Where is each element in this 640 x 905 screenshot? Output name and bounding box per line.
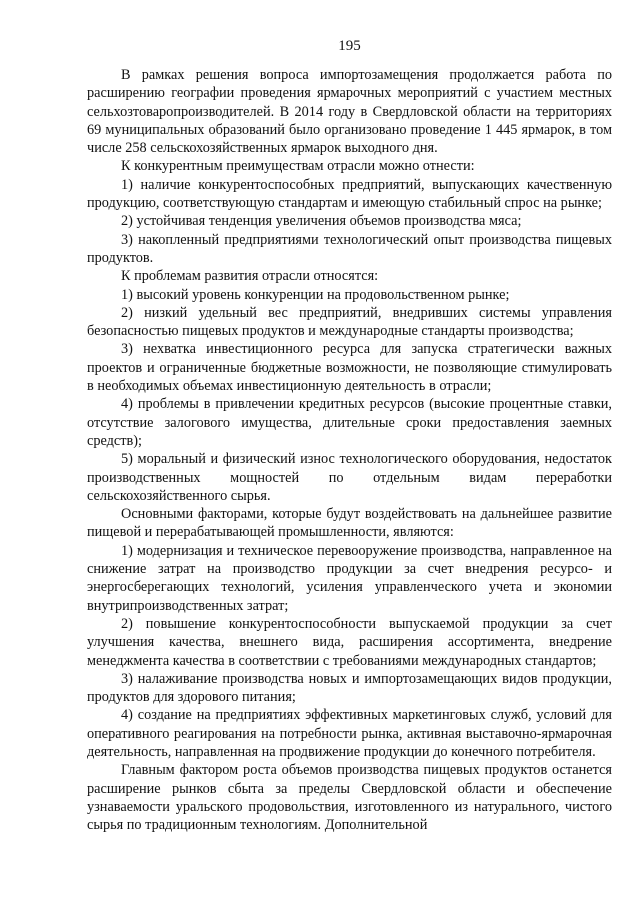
page-number: 195 <box>338 38 361 54</box>
list-item: 3) нехватка инвестиционного ресурса для запуска стратегически важных проектов и ограниченные бюджетные возможности, не позволяющие стимулировать в необходимых объемах инвестиционную деятельность в отрасли; <box>87 341 612 395</box>
paragraph: Основными факторами, которые будут воздействовать на дальнейшее развитие пищевой и перерабатывающей промышленности, являются: <box>87 506 612 541</box>
list-item: 1) модернизация и техническое перевооружение производства, направленное на снижение затрат на производство продукции за счет внедрения ресурсо- и энергосберегающих технологий, усиления управленческого учета и экономии внутрипроизводственных затрат; <box>87 542 612 614</box>
list-item: 3) налаживание производства новых и импортозамещающих видов продукции, продуктов для здорового питания; <box>87 670 612 706</box>
paragraph: К проблемам развития отрасли относятся: <box>121 268 379 285</box>
list-item: 4) создание на предприятиях эффективных маркетинговых служб, условий для оперативного реагирования на потребности рынка, активная выставочно-ярмарочная деятельность, направленная на продвижение продукции до конечного потребителя. <box>87 707 612 760</box>
paragraph: Главным фактором роста объемов производства пищевых продуктов останется расширение рынков сбыта за пределы Свердловской области и обеспечение узнаваемости уральского продовольствия, изготовленного из натурального, чистого сырья по традиционным технологиям. Дополнительной <box>87 762 612 834</box>
list-item: 2) низкий удельный вес предприятий, внедривших системы управления безопасностью пищевых продуктов и международные стандарты производства; <box>87 304 612 340</box>
list-item: 1) наличие конкурентоспособных предприятий, выпускающих качественную продукцию, соответствующую стандартам и имеющую стабильный спрос на рынке; <box>87 176 612 212</box>
list-item: 4) проблемы в привлечении кредитных ресурсов (высокие процентные ставки, отсутствие залогового имущества, длительные сроки предоставления заемных средств); <box>87 396 612 449</box>
list-item: 5) моральный и физический износ технологического оборудования, недостаток производственных мощностей по отдельным видам переработки сельскохозяйственного сырья. <box>87 451 612 504</box>
list-item: 1) высокий уровень конкуренции на продовольственном рынке; <box>121 286 510 303</box>
paragraph: В рамках решения вопроса импортозамещения продолжается работа по расширению географии проведения ярмарочных мероприятий с участием местных сельхозтоваропроизводителей. В 2014 году в Свердловской области на территориях 69 муниципальных образований было организовано проведение 1 445 ярмарок, в том числе 258 сельскохозяйственных ярмарок выходного дня. <box>87 67 612 157</box>
paragraph: К конкурентным преимуществам отрасли можно отнести: <box>121 158 475 175</box>
document-body <box>87 66 612 834</box>
list-item: 2) повышение конкурентоспособности выпускаемой продукции за счет улучшения качества, внешнего вида, расширения ассортимента, внедрение менеджмента качества в соответствии с требованиями международных стандартов; <box>87 615 612 669</box>
list-item: 3) накопленный предприятиями технологический опыт производства пищевых продуктов. <box>87 231 612 266</box>
list-item: 2) устойчивая тенденция увеличения объемов производства мяса; <box>121 213 522 230</box>
